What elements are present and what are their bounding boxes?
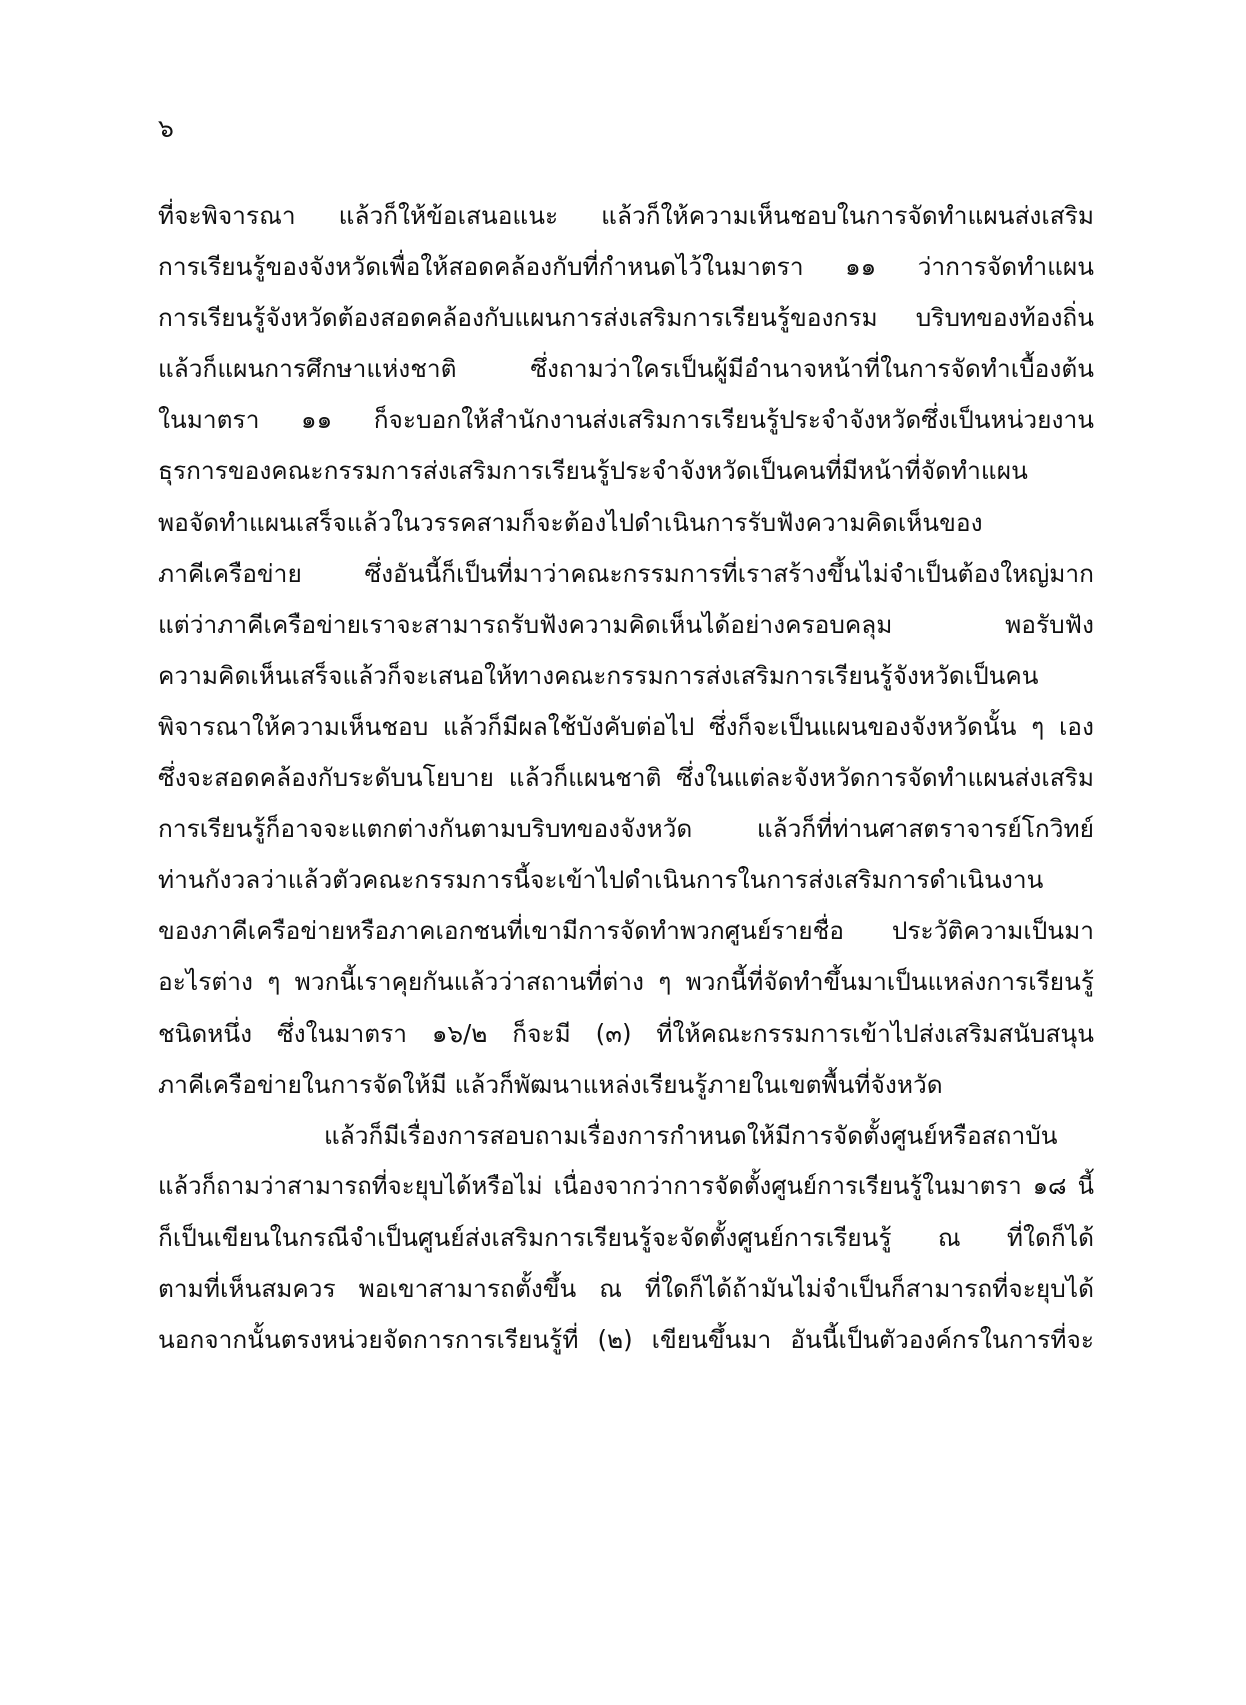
text-line: แล้วก็ถามว่าสามารถที่จะยุบได้หรือไม่ เนื่องจากว่าการจัดตั้งศูนย์การเรียนรู้ในมาตรา ๑๘ นี้: [158, 1171, 1094, 1200]
text-line: อะไรต่าง ๆ พวกนี้เราคุยกันแล้วว่าสถานที่ต่าง ๆ พวกนี้ที่จัดทำขึ้นมาเป็นแหล่งการเรียนรู้: [158, 967, 1094, 997]
text-line: การเรียนรู้ก็อาจจะแตกต่างกันตามบริบทของจังหวัด แล้วก็ที่ท่านศาสตราจารย์โกวิทย์: [158, 814, 1094, 844]
text-line: การเรียนรู้จังหวัดต้องสอดคล้องกับแผนการส่งเสริมการเรียนรู้ของกรม บริบทของท้องถิ่น: [158, 303, 1094, 333]
text-line: พิจารณาให้ความเห็นชอบ แล้วก็มีผลใช้บังคับต่อไป ซึ่งก็จะเป็นแผนของจังหวัดนั้น ๆ เอง: [158, 711, 1094, 741]
body-text: [158, 190, 1094, 1365]
text-line: ธุรการของคณะกรรมการส่งเสริมการเรียนรู้ประจำจังหวัดเป็นคนที่มีหน้าที่จัดทำแผน: [158, 456, 1028, 486]
text-line: ในมาตรา ๑๑ ก็จะบอกให้สำนักงานส่งเสริมการเรียนรู้ประจำจังหวัดซึ่งเป็นหน่วยงาน: [158, 405, 1094, 435]
text-line: พอจัดทำแผนเสร็จแล้วในวรรคสามก็จะต้องไปดำเนินการรับฟังความคิดเห็นของ: [158, 507, 983, 537]
text-line: การเรียนรู้ของจังหวัดเพื่อให้สอดคล้องกับที่กำหนดไว้ในมาตรา ๑๑ ว่าการจัดทำแผน: [158, 252, 1094, 282]
text-line: ของภาคีเครือข่ายหรือภาคเอกชนที่เขามีการจัดทำพวกศูนย์รายชื่อ ประวัติความเป็นมา: [158, 916, 1094, 946]
text-line: ที่จะพิจารณา แล้วก็ให้ข้อเสนอแนะ แล้วก็ให้ความเห็นชอบในการจัดทำแผนส่งเสริม: [158, 201, 1094, 230]
text-line-paragraph-start: แล้วก็มีเรื่องการสอบถามเรื่องการกำหนดให้มีการจัดตั้งศูนย์หรือสถาบัน: [324, 1120, 1058, 1150]
text-line: ท่านกังวลว่าแล้วตัวคณะกรรมการนี้จะเข้าไปดำเนินการในการส่งเสริมการดำเนินงาน: [158, 865, 1044, 895]
text-line: ชนิดหนึ่ง ซึ่งในมาตรา ๑๖/๒ ก็จะมี (๓) ที่ให้คณะกรรมการเข้าไปส่งเสริมสนับสนุน: [158, 1018, 1094, 1048]
text-line: นอกจากนั้นตรงหน่วยจัดการการเรียนรู้ที่ (๒) เขียนขึ้นมา อันนี้เป็นตัวองค์กรในการที่จะ: [158, 1325, 1094, 1355]
text-line: แต่ว่าภาคีเครือข่ายเราจะสามารถรับฟังความคิดเห็นได้อย่างครอบคลุม พอรับฟัง: [158, 609, 1094, 639]
text-line: ความคิดเห็นเสร็จแล้วก็จะเสนอให้ทางคณะกรรมการส่งเสริมการเรียนรู้จังหวัดเป็นคน: [158, 660, 1039, 690]
text-line: ภาคีเครือข่าย ซึ่งอันนี้ก็เป็นที่มาว่าคณะกรรมการที่เราสร้างขึ้นไม่จำเป็นต้องใหญ่มาก: [158, 558, 1094, 588]
text-line: ตามที่เห็นสมควร พอเขาสามารถตั้งขึ้น ณ ที่ใดก็ได้ถ้ามันไม่จำเป็นก็สามารถที่จะยุบได้: [158, 1273, 1094, 1303]
text-line: ก็เป็นเขียนในกรณีจำเป็นศูนย์ส่งเสริมการเรียนรู้จะจัดตั้งศูนย์การเรียนรู้ ณ ที่ใดก็ได้: [158, 1222, 1094, 1252]
text-line: แล้วก็แผนการศึกษาแห่งชาติ ซึ่งถามว่าใครเป็นผู้มีอำนาจหน้าที่ในการจัดทำเบื้องต้น: [158, 354, 1094, 384]
text-line-paragraph-end: ภาคีเครือข่ายในการจัดให้มี แล้วก็พัฒนาแหล่งเรียนรู้ภายในเขตพื้นที่จังหวัด: [158, 1069, 943, 1099]
page-number: ๖: [158, 114, 174, 143]
text-line: ซึ่งจะสอดคล้องกับระดับนโยบาย แล้วก็แผนชาติ ซึ่งในแต่ละจังหวัดการจัดทำแผนส่งเสริม: [158, 763, 1094, 793]
